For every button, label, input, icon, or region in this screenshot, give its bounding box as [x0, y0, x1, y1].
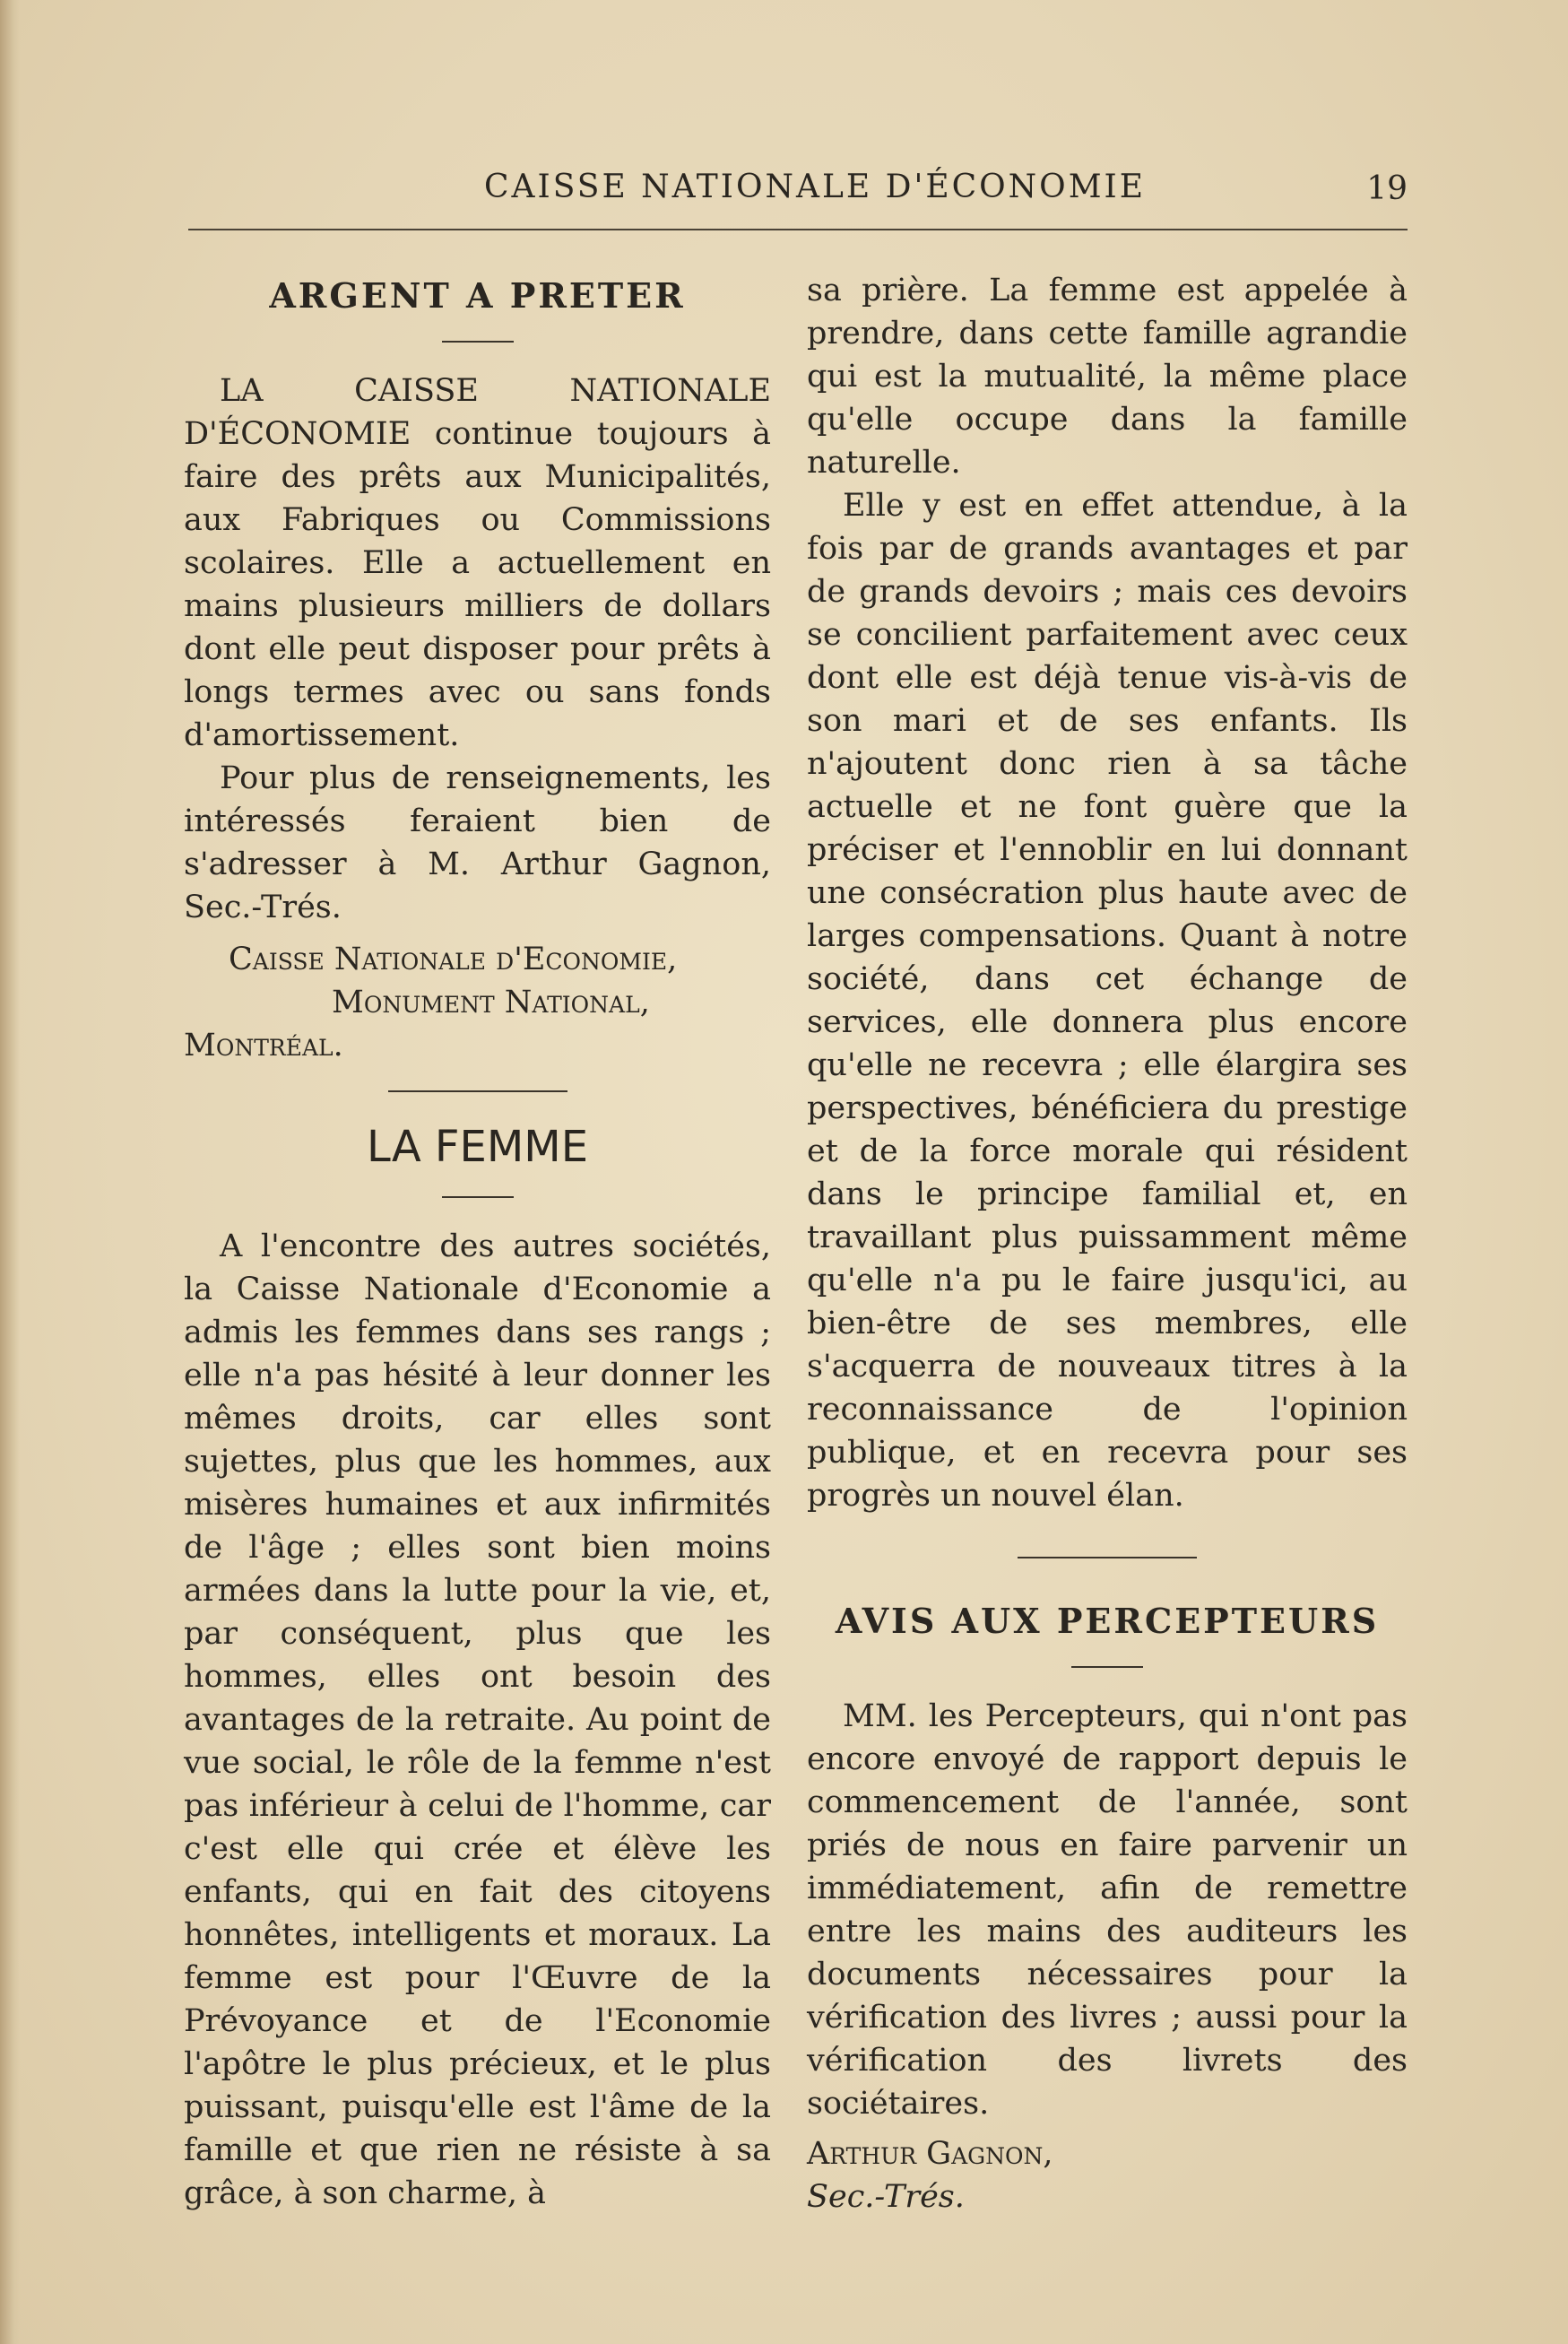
paragraph: Pour plus de renseignements, les intéressés feraient bien de s'adresser à M. Arthur Gagnon, Sec.-Trés.	[184, 760, 771, 925]
header-rule	[188, 229, 1408, 230]
section-heading-avis: AVIS AUX PERCEPTEURS	[835, 1601, 1380, 1641]
divider	[442, 1196, 514, 1198]
section-heading-femme: LA FEMME	[366, 1122, 589, 1172]
section-heading-argent: ARGENT A PRETER	[269, 275, 686, 316]
divider	[1071, 1666, 1143, 1668]
signature-line: Caisse Nationale d'Economie,	[229, 942, 678, 977]
page-number: 19	[1366, 170, 1408, 207]
paragraph: A l'encontre des autres sociétés, la Caisse Nationale d'Economie a admis les femmes dans ses rangs ; elle n'a pas hésité à leur donner les mêmes droits, car elles sont sujettes, plus que les hommes, aux misères humaines et aux infirmités de l'âge ; elles sont bien moins armées dans la lutte pour la vie, et, par conséquent, plus que les hommes, elles ont besoin des avantages de la retraite. Au point de vue social, le rôle de la femme n'est pas inférieur à celui de l'homme, car c'est elle qui crée et élève les enfants, qui en fait des citoyens honnêtes, intelligents et moraux. La femme est pour l'Œuvre de la Prévoyance et de l'Economie l'apôtre le plus précieux, et le plus puissant, puisqu'elle est l'âme de la famille et que rien ne résiste à sa grâce, à son charme, à	[184, 1228, 771, 2211]
right-column	[807, 269, 1408, 2218]
paragraph: Elle y est en effet attendue, à la fois par de grands avantages et par de grands devoirs ; mais ces devoirs se concilient parfaitement avec ceux dont elle est déjà tenue vis-à-vis de son mari et de ses enfants. Ils n'ajoutent donc rien à sa tâche actuelle et ne font guère que la préciser et l'ennoblir en lui donnant une consécration plus haute avec de larges compensations. Quant à notre société, dans cet échange de services, elle donnera plus encore qu'elle ne recevra ; elle élargira ses perspectives, bénéficiera du prestige et de la force morale qui résident dans le principe familial et, en travaillant plus puissamment même qu'elle n'a pu le faire jusqu'ici, au bien-être de ses membres, elle s'acquerra de nouveaux titres à la reconnaissance de l'opinion publique, et en recevra pour ses progrès un nouvel élan.	[807, 488, 1408, 1514]
running-title: CAISSE NATIONALE D'ÉCONOMIE	[484, 169, 1147, 205]
running-head	[188, 169, 1408, 213]
section-divider	[388, 1090, 567, 1092]
signature-line: Monument National,	[332, 985, 650, 1020]
divider	[442, 341, 514, 343]
signature-line: Montréal.	[184, 1028, 343, 1063]
section-divider	[1018, 1557, 1197, 1558]
signature-title: Sec.-Trés.	[807, 2179, 965, 2215]
paragraph-continued: sa prière. La femme est appelée à prendre, dans cette famille agrandie qui est la mutualité, la même place qu'elle occupe dans la famille naturelle.	[807, 273, 1408, 481]
paragraph: MM. les Percepteurs, qui n'ont pas encore envoyé de rapport depuis le commencement de l'année, sont priés de nous en faire parvenir un immédiatement, afin de remettre entre les mains des auditeurs les documents nécessaires pour la vérification des livres ; aussi pour la vérification des livrets des sociétaires.	[807, 1698, 1408, 2122]
left-column	[184, 269, 771, 2215]
signature-name: Arthur Gagnon,	[807, 2136, 1053, 2172]
binding-shadow	[0, 0, 20, 2344]
paragraph: LA CAISSE NATIONALE D'ÉCONOMIE continue toujours à faire des prêts aux Municipalités, aux Fabriques ou Commissions scolaires. Elle a actuellement en mains plusieurs milliers de dollars dont elle peut disposer pour prêts à longs termes avec ou sans fonds d'amortissement.	[184, 373, 771, 753]
